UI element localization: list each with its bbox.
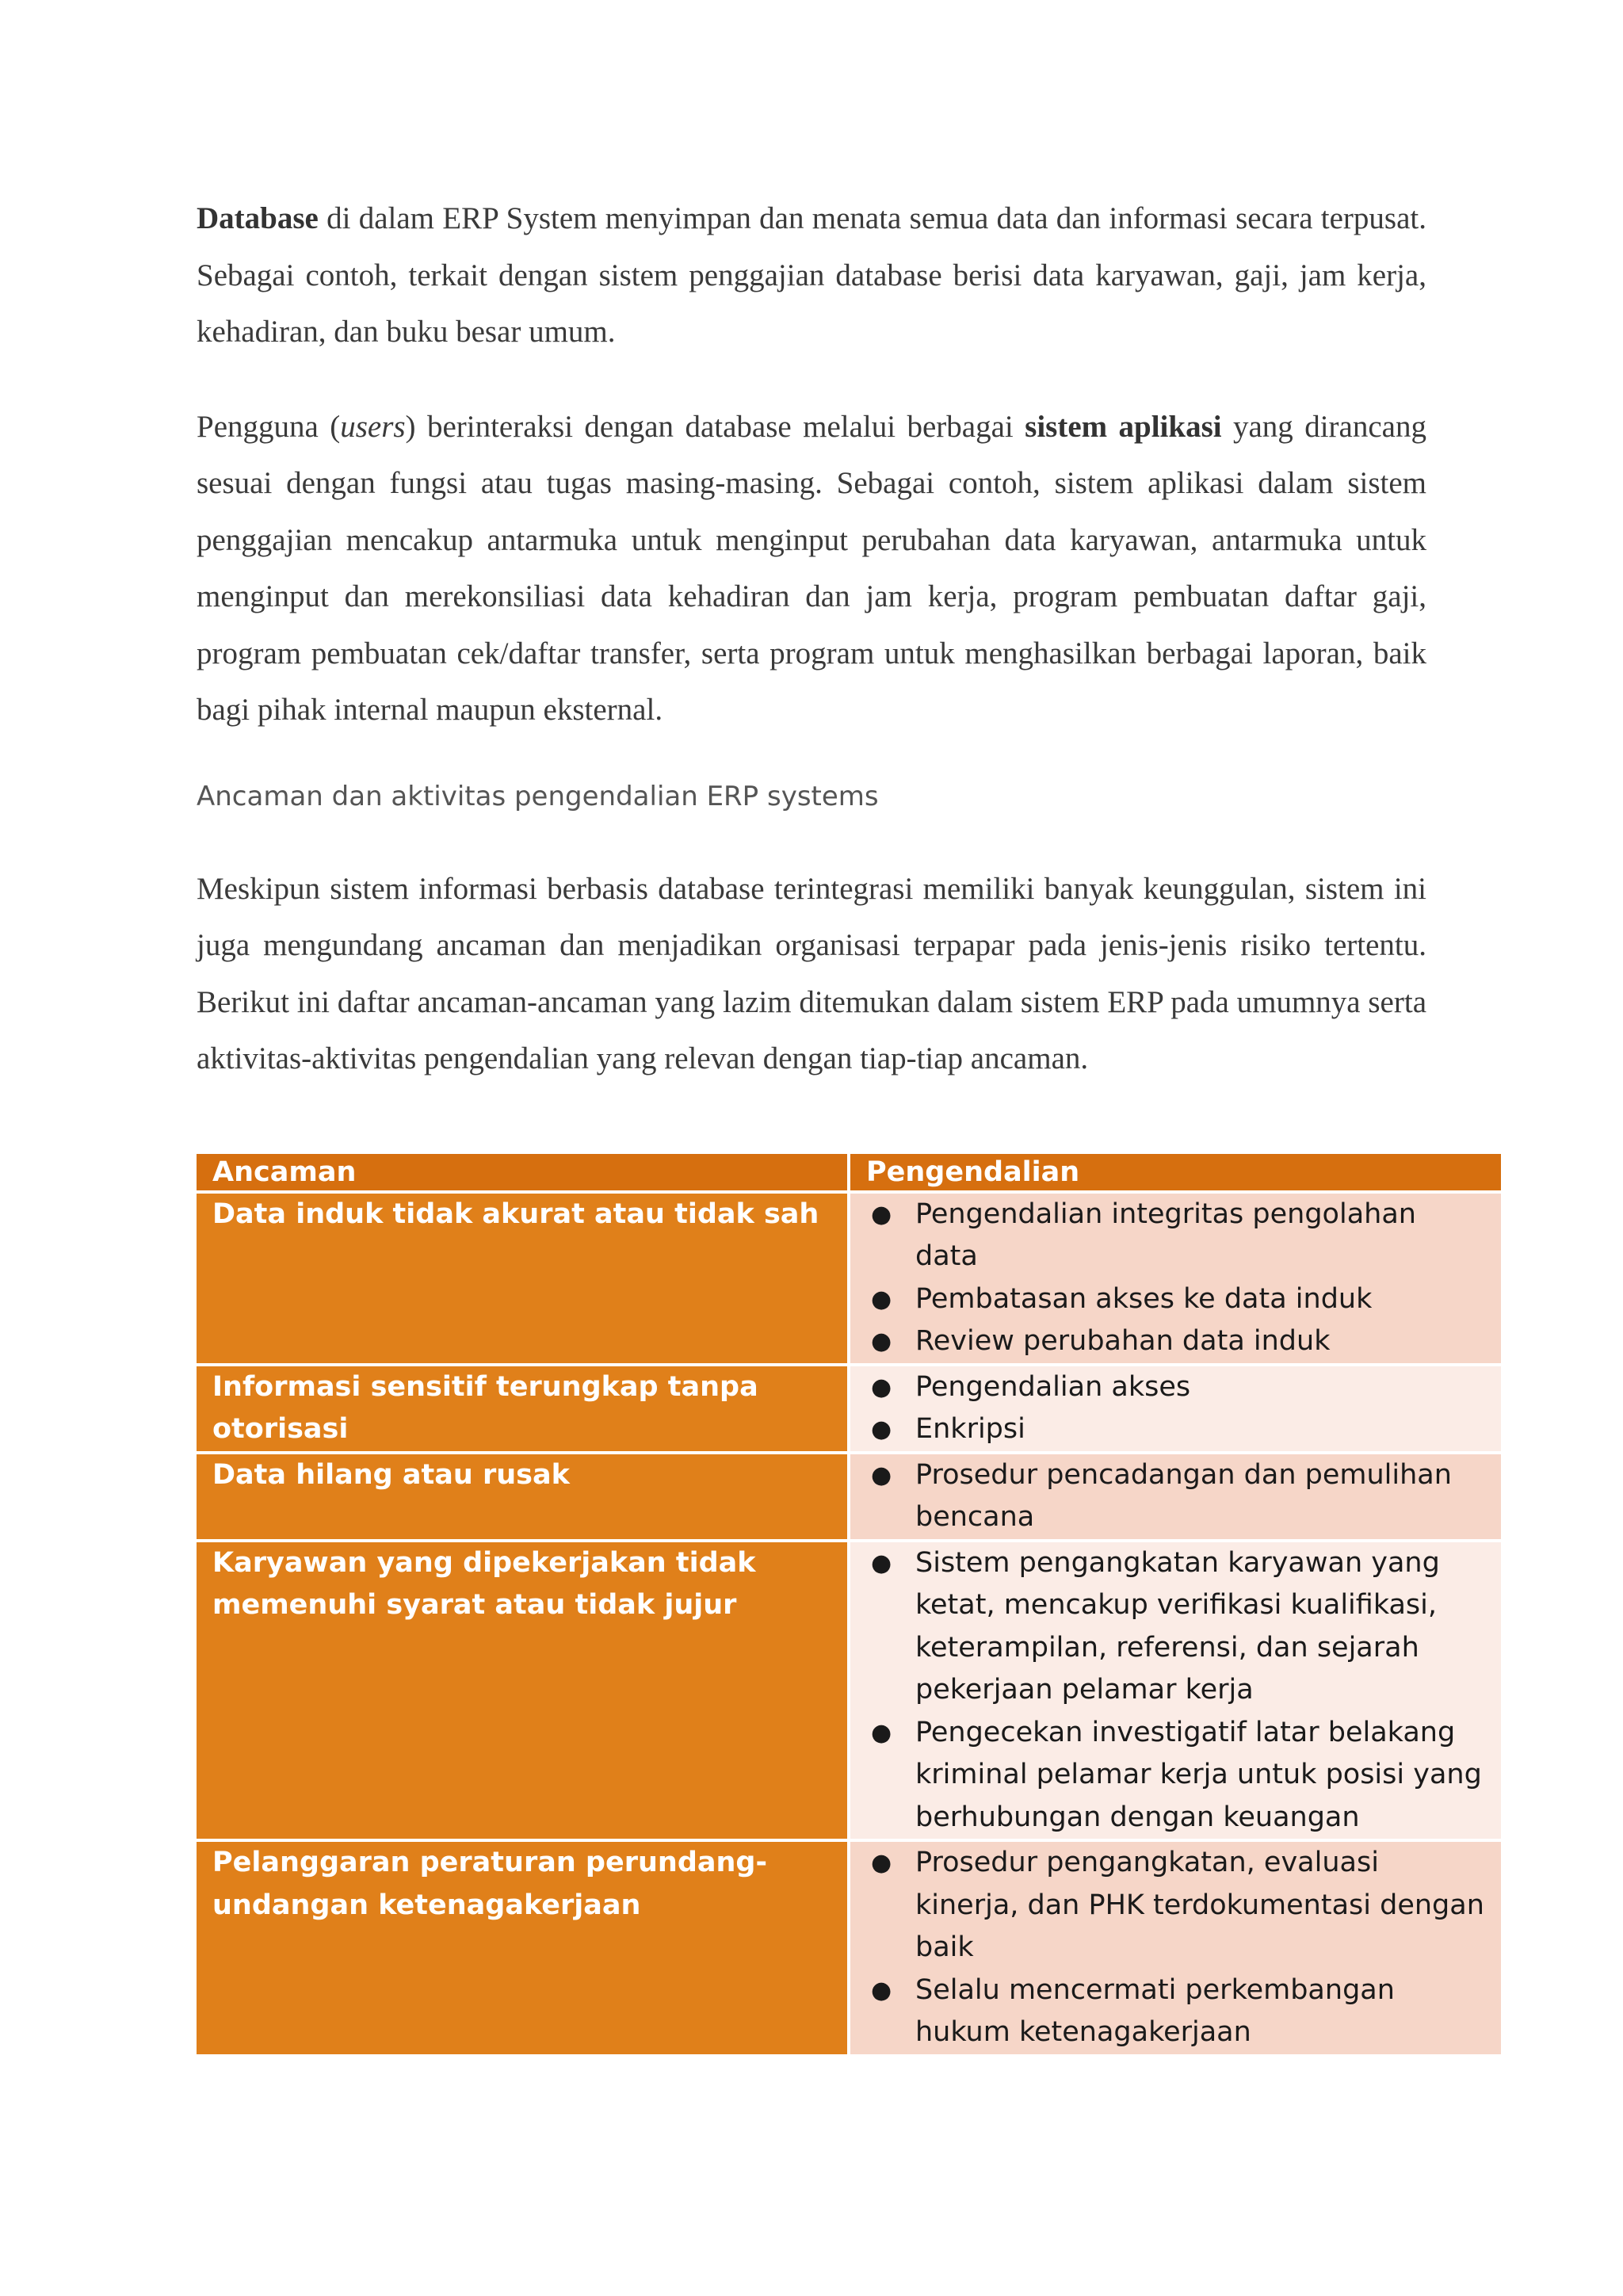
control-item (863, 1320, 1485, 1363)
threat-cell: Data induk tidak akurat atau tidak sah (197, 1192, 849, 1365)
control-item-text: Enkripsi (915, 1413, 1025, 1445)
control-item (863, 1842, 1485, 1969)
control-item-text: Selalu mencermati perkembangan hukum ketenagakerjaan (915, 1973, 1395, 2048)
bullet-icon: ● (871, 1373, 892, 1401)
threat-cell: Karyawan yang dipekerjakan tidak memenuhi syarat atau tidak jujur (197, 1541, 849, 1841)
paragraph-users-part1: Pengguna ( (197, 409, 341, 444)
control-item-text: Prosedur pencadangan dan pemulihan bencana (915, 1458, 1452, 1533)
control-list (863, 1454, 1485, 1539)
table-row (197, 1192, 1501, 1365)
bold-term-sistem-aplikasi: sistem aplikasi (1025, 409, 1222, 444)
table-row (197, 1541, 1501, 1841)
control-cell (849, 1840, 1501, 2056)
table-header-row (197, 1154, 1501, 1192)
control-cell (849, 1541, 1501, 1841)
table-row (197, 1840, 1501, 2056)
threat-cell: Pelanggaran peraturan perundang-undangan ketenagakerjaan (197, 1840, 849, 2056)
control-item-text: Pembatasan akses ke data induk (915, 1282, 1373, 1315)
bullet-icon: ● (871, 1415, 892, 1443)
bullet-icon: ● (871, 1718, 892, 1747)
table-row (197, 1453, 1501, 1541)
italic-term-users: users (340, 409, 406, 444)
bullet-icon: ● (871, 1849, 892, 1877)
control-item-text: Review perubahan data induk (915, 1325, 1331, 1357)
control-item (863, 1278, 1485, 1321)
control-cell (849, 1192, 1501, 1365)
paragraph-users (197, 399, 1426, 739)
paragraph-users-part3: yang dirancang sesuai dengan fungsi atau tugas masing-masing. Sebagai contoh, sistem aplikasi dalam sistem penggajian mencakup antarmuka untuk menginput perubahan data karyawan, antarmuka untuk menginput dan merekonsiliasi data kehadiran dan jam kerja, program pembuatan daftar gaji, program pembuatan cek/daftar transfer, serta program untuk menghasilkan berbagai laporan, baik bagi pihak internal maupun eksternal. (197, 409, 1426, 727)
paragraph-threats-intro: Meskipun sistem informasi berbasis database terintegrasi memiliki banyak keunggulan, sistem ini juga mengundang ancaman dan menjadikan organisasi terpapar pada jenis-jenis risiko tertentu. Berikut ini daftar ancaman-ancaman yang lazim ditemukan dalam sistem ERP pada umumnya serta aktivitas-aktivitas pengendalian yang relevan dengan tiap-tiap ancaman. (197, 871, 1426, 1075)
control-cell (849, 1453, 1501, 1541)
bullet-icon: ● (871, 1976, 892, 2004)
control-item (863, 1408, 1485, 1451)
threat-cell: Informasi sensitif terungkap tanpa otorisasi (197, 1365, 849, 1453)
paragraph-database (197, 190, 1426, 361)
table-row (197, 1365, 1501, 1453)
paragraph-users-part2: ) berinteraksi dengan database melalui berbagai (405, 409, 1025, 444)
control-item (863, 1542, 1485, 1712)
control-item-text: Pengendalian integritas pengolahan data (915, 1198, 1416, 1272)
control-item (863, 1712, 1485, 1839)
control-item-text: Sistem pengangkatan karyawan yang ketat, mencakup verifikasi kualifikasi, keterampilan, referensi, dan sejarah pekerjaan pelamar kerja (915, 1546, 1440, 1706)
control-item-text: Pengecekan investigatif latar belakang kriminal pelamar kerja untuk posisi yang berhubungan dengan keuangan (915, 1716, 1482, 1833)
bold-term-database: Database (197, 201, 319, 235)
control-item (863, 1194, 1485, 1278)
control-item (863, 1366, 1485, 1409)
section-heading: Ancaman dan aktivitas pengendalian ERP systems (197, 780, 879, 812)
control-list (863, 1194, 1485, 1363)
control-item (863, 1969, 1485, 2054)
paragraph-database-text: di dalam ERP System menyimpan dan menata semua data dan informasi secara terpusat. Sebagai contoh, terkait dengan sistem penggajian database berisi data karyawan, gaji, jam kerja, kehadiran, dan buku besar umum. (197, 201, 1426, 349)
table-body (197, 1192, 1501, 2056)
control-item-text: Prosedur pengangkatan, evaluasi kinerja, dan PHK terdokumentasi dengan baik (915, 1847, 1484, 1963)
control-item (863, 1454, 1485, 1539)
control-cell (849, 1365, 1501, 1453)
bullet-icon: ● (871, 1200, 892, 1228)
bullet-icon: ● (871, 1328, 892, 1355)
control-list (863, 1542, 1485, 1839)
control-item-text: Pengendalian akses (915, 1370, 1191, 1403)
threat-cell: Data hilang atau rusak (197, 1453, 849, 1541)
control-list (863, 1842, 1485, 2054)
control-list (863, 1366, 1485, 1451)
header-threat: Ancaman (197, 1154, 849, 1192)
bullet-icon: ● (871, 1461, 892, 1489)
bullet-icon: ● (871, 1285, 892, 1313)
document-page (197, 190, 1484, 2057)
threats-controls-table (197, 1154, 1501, 2057)
header-control: Pengendalian (849, 1154, 1501, 1192)
bullet-icon: ● (871, 1549, 892, 1577)
